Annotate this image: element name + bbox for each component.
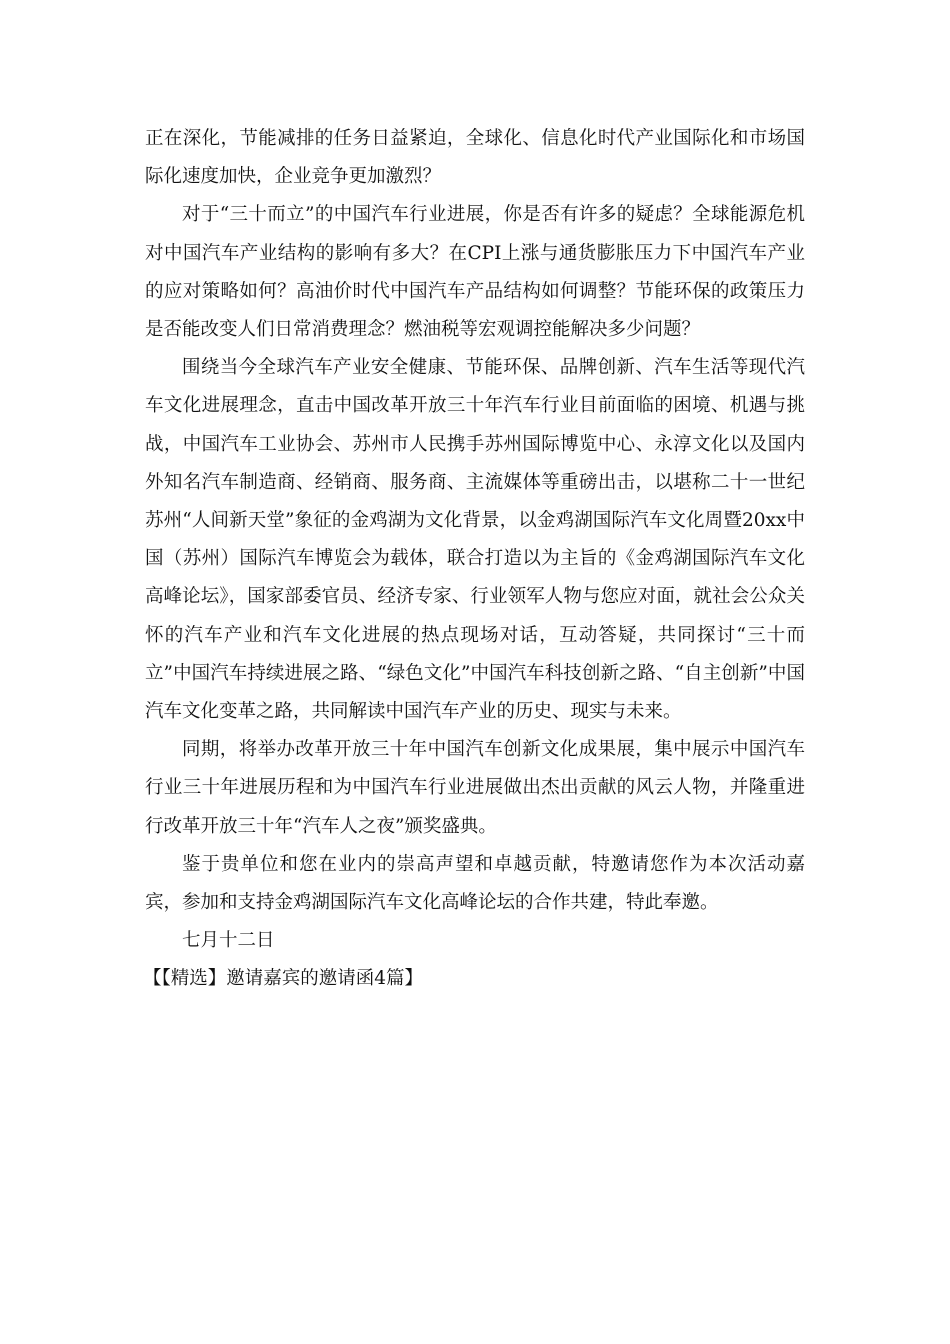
footer-title: 【【精选】邀请嘉宾的邀请函4篇】: [143, 968, 424, 990]
paragraph-forum-intro: 围绕当今全球汽车产业安全健康、节能环保、品牌创新、汽车生活等现代汽车文化进展理念，直击中国改革开放三十年汽车行业目前面临的困境、机遇与挑战，中国汽车工业协会、苏州市人民携手苏州国际博览中心、永淳文化以及国内外知名汽车制造商、经销商、服务商、主流媒体等重磅出击，以堪称二十一世纪苏州“人间新天堂”象征的金鸡湖为文化背景，以金鸡湖国际汽车文化周暨20xx中国（苏州）国际汽车博览会为载体，联合打造以为主旨的《金鸡湖国际汽车文化高峰论坛》，国家部委官员、经济专家、行业领军人物与您应对面，就社会公众关怀的汽车产业和汽车文化进展的热点现场对话，互动答疑，共同探讨“三十而立”中国汽车持续进展之路、“绿色文化”中国汽车科技创新之路、“自主创新”中国汽车文化变革之路，共同解读中国汽车产业的历史、现实与未来。: [145, 357, 805, 723]
letter-date: 七月十二日: [182, 930, 275, 952]
paragraph-questions: 对于“三十而立”的中国汽车行业进展，你是否有许多的疑虑？全球能源危机对中国汽车产业结构的影响有多大？在CPI上涨与通货膨胀压力下中国汽车产业的应对策略如何？高油价时代中国汽车产品结构如何调整？节能环保的政策压力是否能改变人们日常消费理念？燃油税等宏观调控能解决多少问题？: [145, 204, 805, 341]
paragraph-invitation: 鉴于贵单位和您在业内的崇高声望和卓越贡献，特邀请您作为本次活动嘉宾，参加和支持金鸡湖国际汽车文化高峰论坛的合作共建，特此奉邀。: [145, 853, 805, 914]
paragraph-exhibition: 同期，将举办改革开放三十年中国汽车创新文化成果展，集中展示中国汽车行业三十年进展历程和为中国汽车行业进展做出杰出贡献的风云人物，并隆重进行改革开放三十年“汽车人之夜”颁奖盛典。: [145, 739, 805, 837]
document-body: [145, 120, 805, 999]
paragraph-continuation: 正在深化，节能减排的任务日益紧迫，全球化、信息化时代产业国际化和市场国际化速度加快，企业竞争更加激烈？: [145, 128, 805, 188]
